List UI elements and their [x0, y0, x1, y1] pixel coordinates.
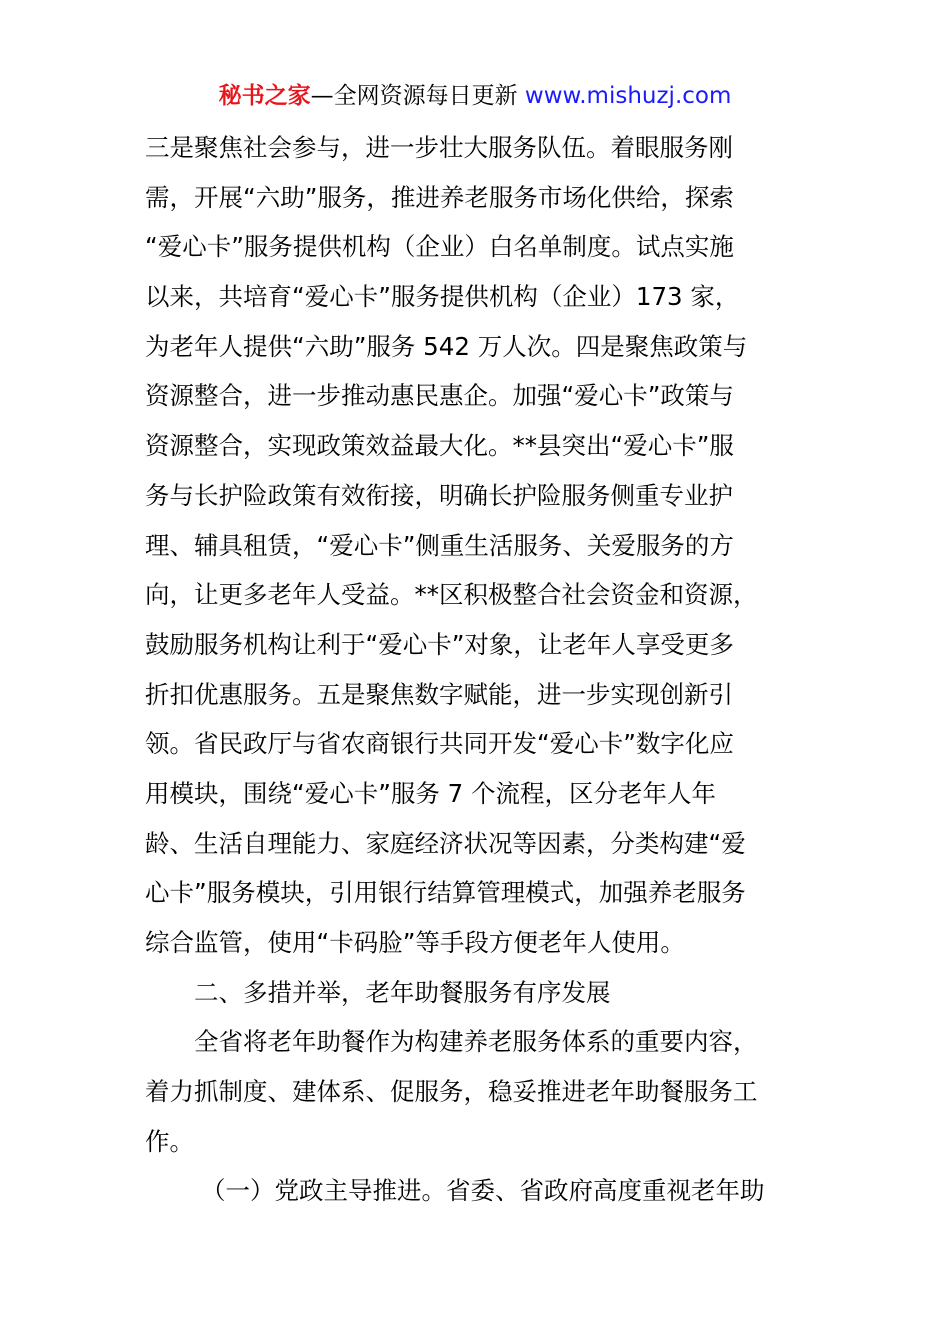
body-line: 三是聚焦社会参与，进一步壮大服务队伍。着眼服务刚	[145, 133, 733, 162]
page-header	[0, 78, 950, 114]
body-line: 龄、生活自理能力、家庭经济状况等因素，分类构建“爱	[145, 828, 746, 858]
body-line: 鼓励服务机构让利于“爱心卡”对象，让老年人享受更多	[145, 629, 734, 659]
body-line: “爱心卡”服务提供机构（企业）白名单制度。试点实施	[145, 232, 734, 262]
body-line: 资源整合，进一步推动惠民惠企。加强“爱心卡”政策与	[145, 381, 734, 411]
brand-name: 秘书之家	[218, 83, 311, 109]
subsection-line: （一）党政主导推进。省委、省政府高度重视老年助	[201, 1176, 765, 1206]
body-line: 用模块，围绕“爱心卡”服务 7 个流程，区分老年人年	[145, 778, 717, 808]
body-line: 务与长护险政策有效衔接，明确长护险服务侧重专业护	[145, 480, 733, 510]
body-line: 向，让更多老年人受益。**区积极整合社会资金和资源，	[145, 580, 758, 610]
header-tagline: —全网资源每日更新	[310, 83, 525, 109]
body-line: 领。省民政厅与省农商银行共同开发“爱心卡”数字化应	[145, 729, 734, 759]
section-heading: 二、多措并举，老年助餐服务有序发展	[194, 977, 611, 1007]
body-line: 为老年人提供“六助”服务 542 万人次。四是聚焦政策与	[145, 331, 748, 361]
body-line: 理、辅具租赁，“爱心卡”侧重生活服务、关爱服务的方	[145, 530, 734, 560]
body-line: 以来，共培育“爱心卡”服务提供机构（企业）173 家，	[145, 282, 740, 312]
body-line: 综合监管，使用“卡码脸”等手段方便老年人使用。	[145, 928, 685, 957]
section-line: 着力抓制度、建体系、促服务，稳妥推进老年助餐服务工	[145, 1077, 758, 1107]
section-line: 全省将老年助餐作为构建养老服务体系的重要内容，	[194, 1027, 758, 1057]
body-line: 折扣优惠服务。五是聚焦数字赋能，进一步实现创新引	[145, 679, 733, 709]
body-line: 资源整合，实现政策效益最大化。**县突出“爱心卡”服	[145, 431, 734, 461]
site-url-link[interactable]: www.mishuzj.com	[524, 83, 732, 109]
body-line: 心卡”服务模块，引用银行结算管理模式，加强养老服务	[145, 878, 746, 908]
document-body	[145, 123, 807, 1216]
body-line: 需，开展“六助”服务，推进养老服务市场化供给，探索	[145, 182, 734, 212]
section-line: 作。	[145, 1126, 194, 1156]
